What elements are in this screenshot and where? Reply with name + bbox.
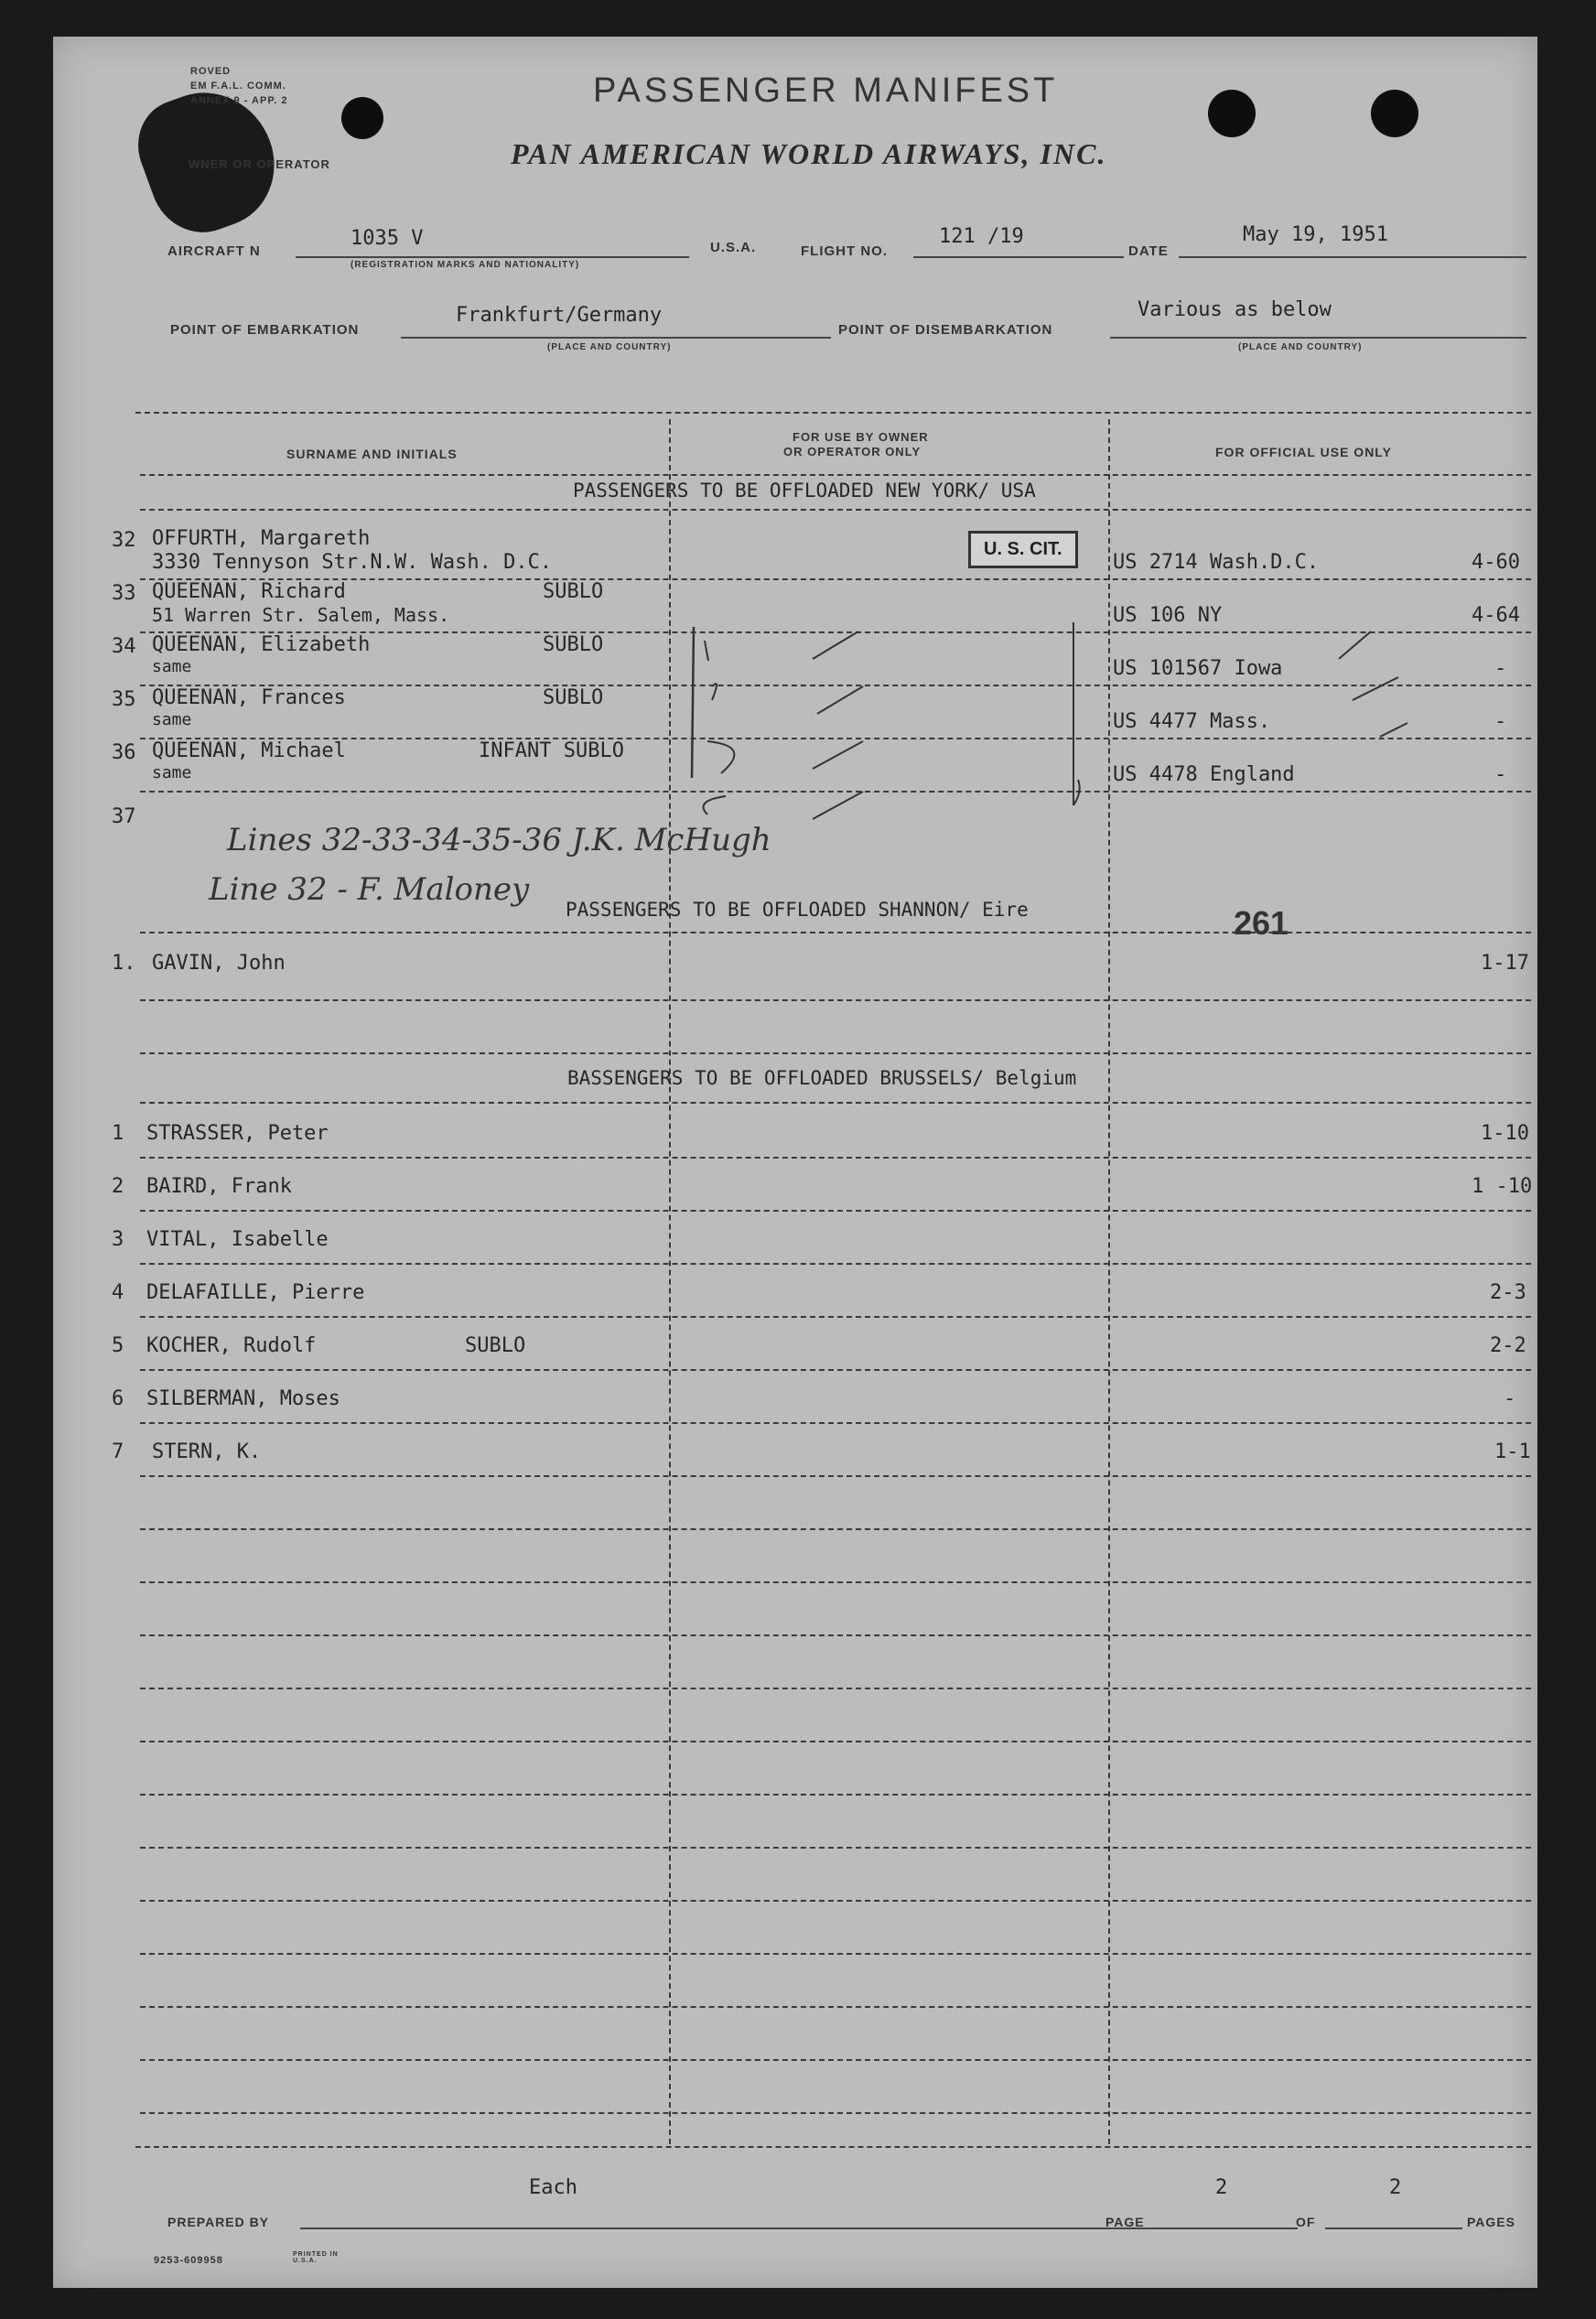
passenger-name: STRASSER, Peter [146,1122,329,1145]
row-number: 6 [112,1387,124,1410]
airline-name: PAN AMERICAN WORLD AIRWAYS, INC. [511,137,1107,170]
passenger-address: 51 Warren Str. Salem, Mass. [152,604,450,626]
official-code: 2-2 [1490,1334,1526,1357]
official-entry: US 2714 Wash.D.C. [1113,551,1320,574]
date-label: DATE [1128,243,1169,259]
approval-line: ROVED [190,66,232,77]
official-code: - [1494,763,1507,786]
official-entry: US 4477 Mass. [1113,710,1271,733]
passenger-name: QUEENAN, Michael [152,739,346,762]
column-header-owner-use-2: OR OPERATOR ONLY [783,445,922,458]
row-number: 1 [112,1122,124,1145]
official-entry: US 106 NY [1113,604,1223,627]
passenger-status: SUBLO [543,633,604,656]
column-header-surname: SURNAME AND INITIALS [286,447,458,461]
passenger-status: SUBLO [465,1334,526,1357]
row-number: 3 [112,1228,124,1251]
embarkation-caption: (PLACE AND COUNTRY) [547,342,672,352]
section-heading-shannon: PASSENGERS TO BE OFFLOADED SHANNON/ Eire [566,899,1029,921]
passenger-name: VITAL, Isabelle [146,1228,329,1251]
passenger-address: same [152,657,192,676]
passenger-name: BAIRD, Frank [146,1175,292,1198]
prepared-by-label: PREPARED BY [167,2215,270,2229]
country-label: U.S.A. [710,240,757,255]
passenger-status: SUBLO [543,686,604,709]
disembarkation-caption: (PLACE AND COUNTRY) [1238,342,1363,352]
registration-caption: (REGISTRATION MARKS AND NATIONALITY) [350,260,580,270]
of-label: OF [1296,2215,1316,2229]
column-header-official: FOR OFFICIAL USE ONLY [1215,445,1392,459]
row-number: 35 [112,688,136,711]
row-number: 7 [112,1440,124,1463]
official-code: 4-64 [1472,604,1520,627]
official-code: 1-1 [1494,1440,1531,1463]
passenger-address: same [152,710,192,729]
passenger-name: QUEENAN, Elizabeth [152,633,371,656]
pages-label: PAGES [1467,2215,1515,2229]
disembarkation-label: POINT OF DISEMBARKATION [838,322,1053,338]
owner-label: WNER OR OPERATOR [189,157,330,171]
manifest-page [53,37,1537,2288]
section-heading-new-york: PASSENGERS TO BE OFFLOADED NEW YORK/ USA [573,480,1036,502]
section-heading-brussels: BASSENGERS TO BE OFFLOADED BRUSSELS/ Belgium [567,1067,1077,1089]
official-code: - [1494,710,1507,733]
passenger-name: QUEENAN, Frances [152,686,346,709]
printed-mark: PRINTED IN U.S.A. [293,2251,339,2264]
handwritten-number: 261 [1234,904,1289,942]
row-number: 5 [112,1334,124,1357]
row-number: 32 [112,529,136,552]
row-number: 34 [112,635,136,658]
official-entry: US 101567 Iowa [1113,657,1283,680]
passenger-name: STERN, K. [152,1440,262,1463]
flight-label: FLIGHT NO. [801,243,888,259]
row-number: 37 [112,805,136,828]
punch-hole [1371,90,1418,137]
column-header-owner-use: FOR USE BY OWNER [793,430,929,444]
official-code: - [1504,1387,1516,1410]
aircraft-label: AIRCRAFT N [167,243,261,259]
approval-line: EM F.A.L. COMM. [190,81,286,92]
disembarkation-value: Various as below [1138,298,1332,321]
flight-date: May 19, 1951 [1243,223,1388,246]
us-citizen-stamp: U. S. CIT. [968,531,1078,568]
embarkation-value: Frankfurt/Germany [456,304,663,327]
passenger-name: SILBERMAN, Moses [146,1387,340,1410]
embarkation-label: POINT OF EMBARKATION [170,322,360,338]
passenger-status: SUBLO [543,580,604,603]
check-marks [620,586,1096,833]
passenger-address: same [152,763,192,782]
row-number: 1. [112,952,136,975]
passenger-name: OFFURTH, Margareth [152,527,371,550]
official-entry: US 4478 England [1113,763,1295,786]
punch-hole [341,97,383,139]
passenger-name: GAVIN, John [152,952,286,975]
footer-page-total: 2 [1389,2176,1402,2199]
passenger-name: QUEENAN, Richard [152,580,346,603]
row-number: 4 [112,1281,124,1304]
handwritten-note: Lines 32-33-34-35-36 J.K. McHugh [227,822,771,858]
page-label: PAGE [1105,2215,1145,2229]
official-check-marks [1289,622,1472,787]
passenger-name: KOCHER, Rudolf [146,1334,317,1357]
handwritten-note: Line 32 - F. Maloney [209,871,530,908]
official-code: 1-10 [1481,1122,1529,1145]
official-code: 4-60 [1472,551,1520,574]
official-code: 2-3 [1490,1281,1526,1304]
page-title: PASSENGER MANIFEST [593,71,1059,110]
footer-page-number: 2 [1215,2176,1228,2199]
aircraft-value: 1035 V [350,227,424,250]
footer-each: Each [529,2176,577,2199]
flight-number: 121 /19 [939,225,1024,248]
punch-hole [1208,90,1256,137]
official-code: 1-17 [1481,952,1529,975]
official-code: - [1494,657,1507,680]
passenger-status: INFANT SUBLO [479,739,624,762]
form-number: 9253-609958 [154,2255,223,2266]
row-number: 33 [112,582,136,605]
passenger-address: 3330 Tennyson Str.N.W. Wash. D.C. [152,551,553,574]
approval-line: ANNEX 9 - APP. 2 [190,95,288,106]
passenger-name: DELAFAILLE, Pierre [146,1281,365,1304]
row-number: 36 [112,741,136,764]
row-number: 2 [112,1175,124,1198]
official-code: 1 -10 [1472,1175,1533,1198]
